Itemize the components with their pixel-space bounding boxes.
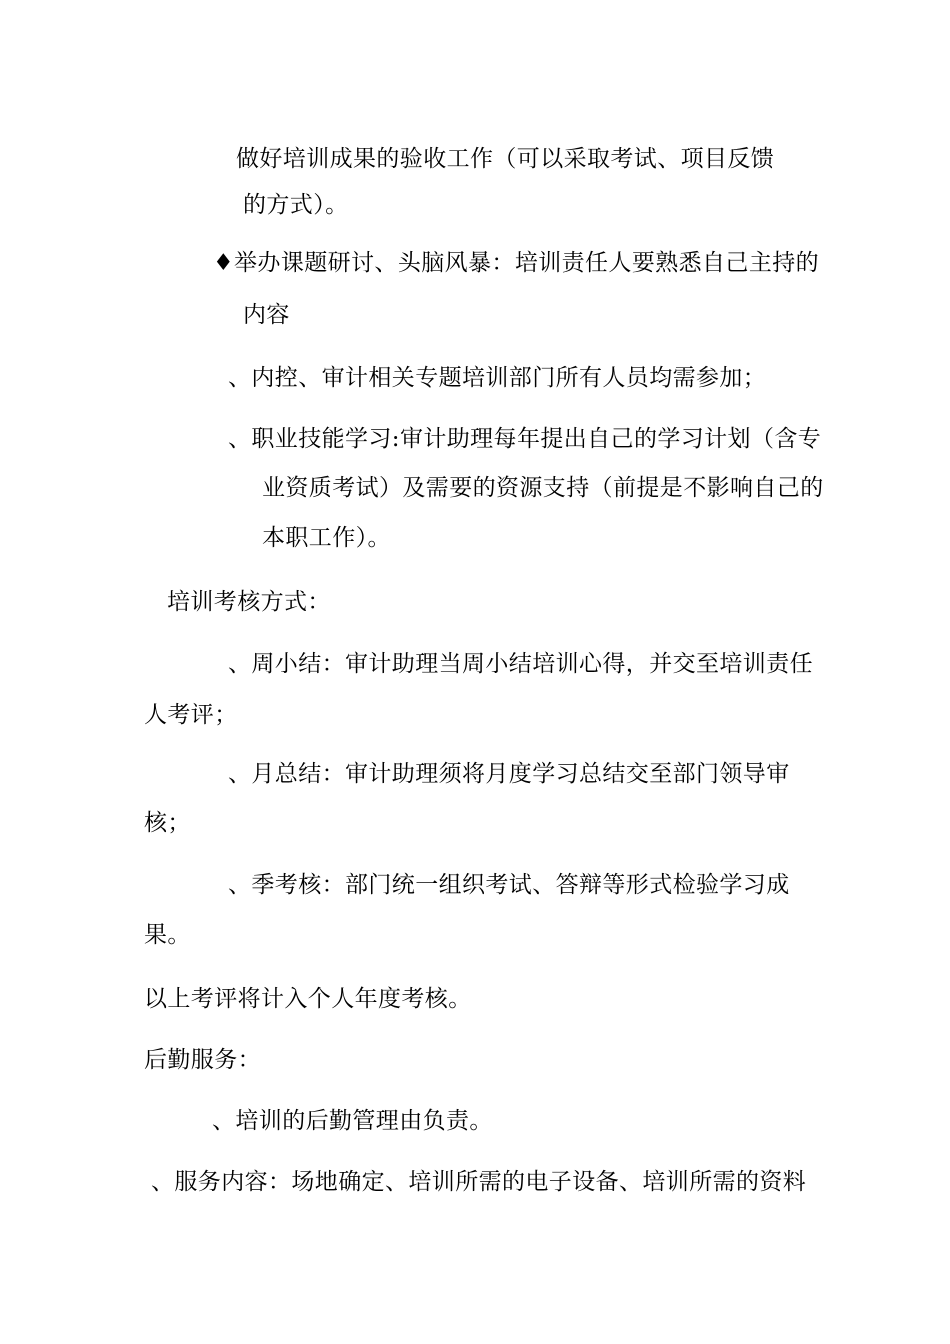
text-line: 、服务内容：场地确定、培训所需的电子设备、培训所需的资料 <box>151 1169 807 1195</box>
text-line: 的方式）。 <box>243 192 349 218</box>
text-line: 以上考评将计入个人年度考核。 <box>144 986 472 1012</box>
text-line: 果。 <box>144 922 191 948</box>
text-line: 、季考核：部门统一组织考试、答辩等形式检验学习成 <box>228 872 790 898</box>
text-line: ♦举办课题研讨、头脑风暴：培训责任人要熟悉自己主持的 <box>213 250 820 276</box>
text-line: 业资质考试）及需要的资源支持（前提是不影响自己的 <box>262 475 824 501</box>
text-line: 本职工作）。 <box>262 525 391 551</box>
text-line: 、内控、审计相关专题培训部门所有人员均需参加； <box>228 365 767 391</box>
text-line: 做好培训成果的验收工作（可以采取考试、项目反馈 <box>236 146 775 172</box>
text-line: 核； <box>144 810 191 836</box>
section-heading: 培训考核方式： <box>167 589 331 615</box>
text-line: 、周小结：审计助理当周小结培训心得，并交至培训责任 <box>228 651 813 677</box>
text-line: 人考评； <box>144 702 238 728</box>
section-heading: 后勤服务： <box>144 1047 261 1073</box>
text-line: 、职业技能学习:审计助理每年提出自己的学习计划（含专 <box>228 426 822 452</box>
text-line: 、月总结：审计助理须将月度学习总结交至部门领导审 <box>228 761 790 787</box>
text-line: 、培训的后勤管理由负责。 <box>212 1108 493 1134</box>
text-line: 内容 <box>243 302 290 328</box>
